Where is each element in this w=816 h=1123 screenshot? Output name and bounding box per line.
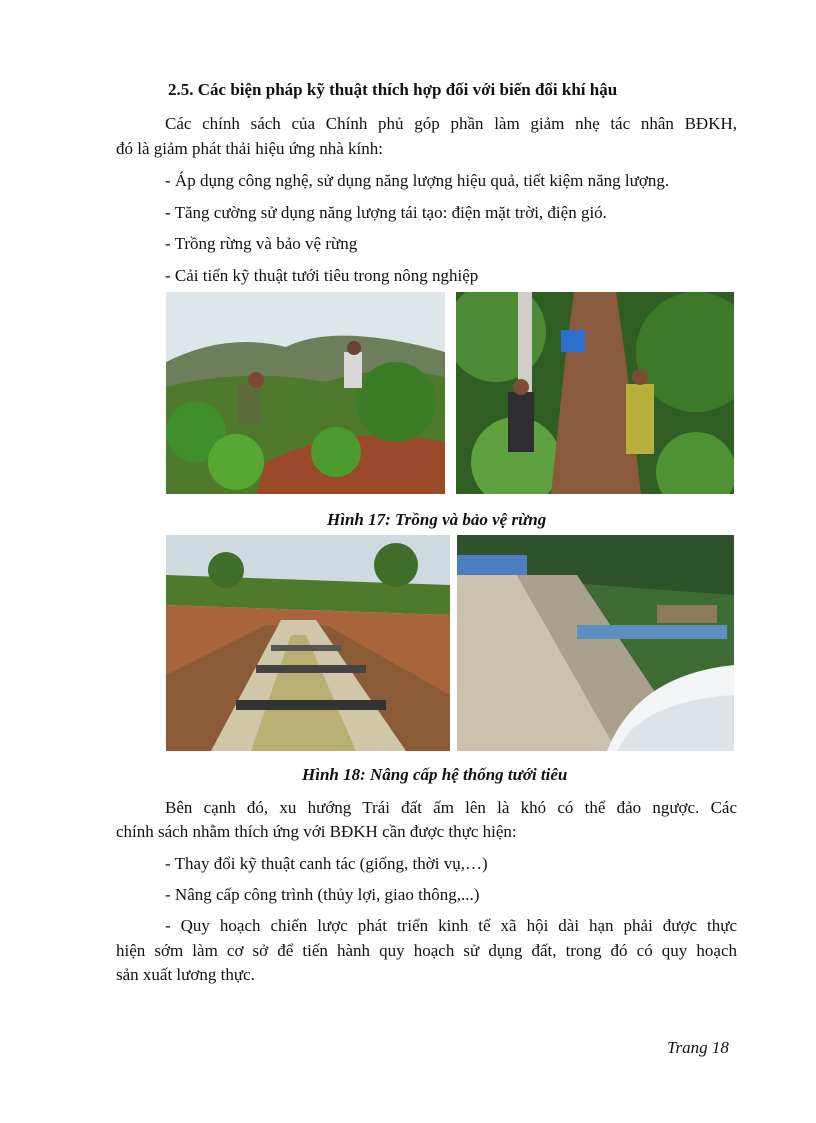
photo-tree-planting [166,292,445,494]
paragraph-1-line-2: đó là giảm phát thải hiệu ứng nhà kính: [116,139,383,158]
photo-irrigation-canal [166,535,450,751]
bullet-3-line-3: sản xuất lương thực. [116,965,255,984]
bullet-item: - Cải tiến kỹ thuật tưới tiêu trong nông nghiệp [165,266,479,285]
bullet-item: - Thay đổi kỹ thuật canh tác (giống, thời vụ,…) [165,854,488,873]
figure-18-caption: Hình 18: Nâng cấp hệ thống tưới tiêu [302,765,568,784]
section-heading: 2.5. Các biện pháp kỹ thuật thích hợp đối với biến đổi khí hậu [168,80,618,99]
figure-17-caption: Hình 17: Trồng và bảo vệ rừng [327,510,547,529]
bullet-item: - Tăng cường sử dụng năng lượng tái tạo: điện mặt trời, điện gió. [165,203,607,222]
bullet-item: - Nâng cấp công trình (thủy lợi, giao thông,...) [165,885,480,904]
page-number: Trang 18 [667,1038,729,1057]
paragraph-1-line-1: Các chính sách của Chính phủ góp phần làm giảm nhẹ tác nhân BĐKH, [165,114,737,133]
bullet-3-line-1: - Quy hoạch chiến lược phát triển kinh tế xã hội dài hạn phải được thực [165,916,737,935]
bullet-3-line-2: hiện sớm làm cơ sở để tiến hành quy hoạch sử dụng đất, trong đó có quy hoạch [116,941,737,960]
paragraph-2-line-1: Bên cạnh đó, xu hướng Trái đất ấm lên là khó có thể đảo ngược. Các [165,798,737,817]
paragraph-2-line-2: chính sách nhằm thích ứng với BĐKH cần được thực hiện: [116,822,517,841]
bullet-item: - Trồng rừng và bảo vệ rừng [165,234,358,253]
photo-dam-spillway [457,535,734,751]
photo-forest-protection [456,292,734,494]
bullet-item: - Áp dụng công nghệ, sử dụng năng lượng hiệu quả, tiết kiệm năng lượng. [165,171,670,190]
